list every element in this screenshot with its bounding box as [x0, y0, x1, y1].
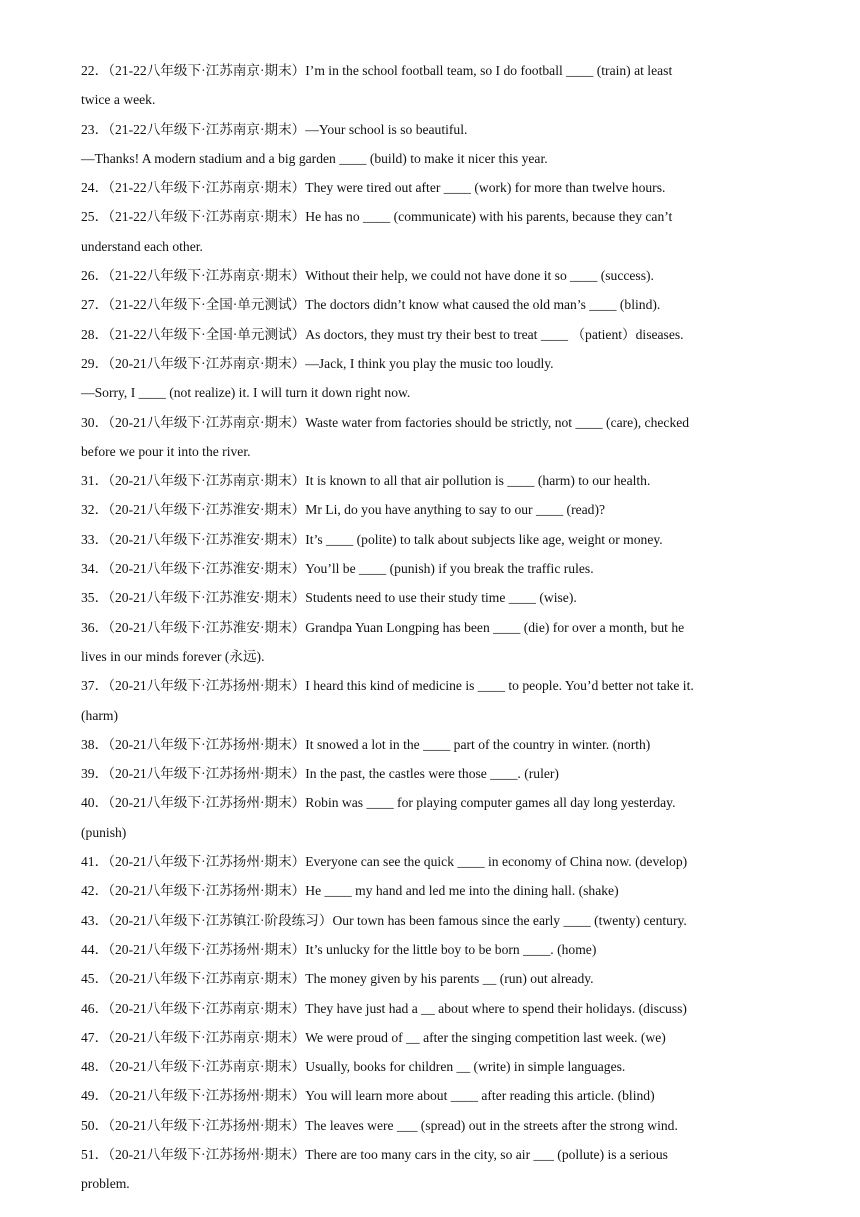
question-item	[81, 56, 781, 85]
question-source: （21-22八年级下·江苏南京·期末）	[108, 209, 306, 225]
question-text: Waste water from factories should be strictly, not ____ (care), checked	[305, 414, 690, 430]
question-number: 22．	[81, 63, 109, 78]
question-source: （20-21八年级下·江苏南京·期末）	[108, 355, 306, 371]
question-item	[81, 876, 781, 905]
question-number: 24．	[81, 180, 109, 196]
question-number: 39．	[81, 766, 109, 782]
question-source: （20-21八年级下·江苏南京·期末）	[108, 1000, 306, 1016]
question-continuation: understand each other.	[81, 238, 203, 254]
question-number: 40．	[81, 795, 109, 811]
question-number: 50．	[81, 1117, 109, 1133]
question-source: （20-21八年级下·江苏扬州·期末）	[108, 678, 306, 694]
question-number: 25．	[81, 209, 109, 225]
question-source: （20-21八年级下·江苏淮安·期末）	[108, 590, 306, 606]
question-item	[81, 730, 781, 759]
question-number: 45．	[81, 971, 109, 987]
question-number: 26．	[81, 268, 109, 284]
question-number: 33．	[81, 531, 109, 547]
question-text: The leaves were ___ (spread) out in the streets after the strong wind.	[305, 1117, 678, 1133]
question-text: I heard this kind of medicine is ____ to people. You’d better not take it.	[305, 678, 694, 694]
question-number: 27．	[81, 297, 109, 313]
question-source: （21-22八年级下·全国·单元测试）	[108, 326, 306, 342]
question-number: 32．	[81, 502, 109, 518]
question-item	[81, 1023, 781, 1052]
question-list	[81, 56, 781, 1199]
question-item	[81, 408, 781, 437]
question-number: 23．	[81, 121, 109, 137]
question-number: 48．	[81, 1059, 109, 1075]
question-source: （20-21八年级下·江苏扬州·期末）	[108, 1146, 306, 1162]
question-continuation: —Thanks! A modern stadium and a big garden ____ (build) to make it nicer this year.	[81, 150, 548, 166]
question-item	[81, 1052, 781, 1081]
question-text: It’s ____ (polite) to talk about subjects like age, weight or money.	[305, 531, 663, 547]
question-item	[81, 466, 781, 495]
question-item	[81, 202, 781, 231]
question-text: It snowed a lot in the ____ part of the country in winter. (north)	[305, 736, 651, 752]
question-source: （20-21八年级下·江苏扬州·期末）	[108, 795, 306, 811]
question-item	[81, 261, 781, 290]
question-text: Our town has been famous since the early ____ (twenty) century.	[332, 912, 687, 928]
question-text: There are too many cars in the city, so air ___ (pollute) is a serious	[305, 1146, 668, 1162]
question-item	[81, 525, 781, 554]
question-text: The money given by his parents __ (run) out already.	[305, 971, 594, 987]
question-continuation: problem.	[81, 1176, 130, 1192]
question-continuation: before we pour it into the river.	[81, 443, 251, 459]
question-text: As doctors, they must try their best to treat ____ （patient）diseases.	[305, 326, 684, 342]
question-text: Mr Li, do you have anything to say to our ____ (read)?	[305, 502, 606, 518]
question-source: （20-21八年级下·江苏扬州·期末）	[108, 854, 306, 870]
question-item	[81, 290, 781, 319]
question-source: （20-21八年级下·江苏淮安·期末）	[108, 502, 306, 518]
question-text: It is known to all that air pollution is ____ (harm) to our health.	[305, 473, 651, 489]
question-item	[81, 671, 781, 700]
question-item	[81, 495, 781, 524]
question-number: 42．	[81, 883, 109, 899]
question-source: （20-21八年级下·江苏淮安·期末）	[108, 561, 306, 577]
question-item	[81, 349, 781, 378]
question-source: （20-21八年级下·江苏南京·期末）	[108, 1059, 306, 1075]
question-source: （20-21八年级下·江苏扬州·期末）	[108, 766, 306, 782]
question-continuation: —Sorry, I ____ (not realize) it. I will turn it down right now.	[81, 385, 411, 401]
question-item	[81, 1081, 781, 1110]
question-text: I’m in the school football team, so I do football ____ (train) at least	[305, 63, 673, 78]
question-item	[81, 583, 781, 612]
question-continuation: twice a week.	[81, 92, 156, 108]
question-text: Robin was ____ for playing computer games all day long yesterday.	[305, 795, 676, 811]
question-text: —Jack, I think you play the music too loudly.	[305, 355, 554, 371]
question-source: （21-22八年级下·江苏南京·期末）	[108, 180, 306, 196]
question-source: （20-21八年级下·江苏扬州·期末）	[108, 1117, 306, 1133]
question-item	[81, 788, 781, 817]
question-source: （20-21八年级下·江苏扬州·期末）	[108, 941, 306, 957]
question-item	[81, 759, 781, 788]
question-text: Students need to use their study time ____ (wise).	[305, 590, 577, 606]
question-number: 38．	[81, 736, 109, 752]
question-item	[81, 1111, 781, 1140]
question-number: 47．	[81, 1029, 109, 1045]
question-number: 30．	[81, 414, 109, 430]
question-number: 35．	[81, 590, 109, 606]
question-item	[81, 1140, 781, 1169]
question-text: Everyone can see the quick ____ in economy of China now. (develop)	[305, 854, 688, 870]
question-text: In the past, the castles were those ____. (ruler)	[305, 766, 559, 782]
question-text: They have just had a __ about where to spend their holidays. (discuss)	[305, 1000, 687, 1016]
question-source: （20-21八年级下·江苏扬州·期末）	[108, 883, 306, 899]
question-number: 49．	[81, 1088, 109, 1104]
question-continuation: (punish)	[81, 824, 127, 840]
question-number: 36．	[81, 619, 109, 635]
question-number: 29．	[81, 355, 109, 371]
question-source: （21-22八年级下·江苏南京·期末）	[108, 268, 306, 284]
question-source: （20-21八年级下·江苏淮安·期末）	[108, 619, 306, 635]
question-source: （21-22八年级下·江苏南京·期末）	[108, 121, 306, 137]
question-source: （20-21八年级下·江苏南京·期末）	[108, 473, 306, 489]
question-text: We were proud of __ after the singing competition last week. (we)	[305, 1029, 666, 1045]
question-source: （20-21八年级下·江苏南京·期末）	[108, 414, 306, 430]
question-item	[81, 173, 781, 202]
question-number: 28．	[81, 326, 109, 342]
question-number: 34．	[81, 561, 109, 577]
question-number: 44．	[81, 941, 109, 957]
question-number: 43．	[81, 912, 109, 928]
question-source: （20-21八年级下·江苏镇江·阶段练习）	[108, 912, 333, 928]
question-number: 41．	[81, 854, 109, 870]
question-continuation: lives in our minds forever (永远).	[81, 648, 265, 664]
question-text: They were tired out after ____ (work) for more than twelve hours.	[305, 180, 666, 196]
question-source: （20-21八年级下·江苏淮安·期末）	[108, 531, 306, 547]
question-item	[81, 320, 781, 349]
question-text: —Your school is so beautiful.	[305, 121, 468, 137]
question-source: （20-21八年级下·江苏扬州·期末）	[108, 1088, 306, 1104]
question-item	[81, 994, 781, 1023]
question-number: 46．	[81, 1000, 109, 1016]
question-item	[81, 613, 781, 642]
question-number: 37．	[81, 678, 109, 694]
question-text: Grandpa Yuan Longping has been ____ (die) for over a month, but he	[305, 619, 685, 635]
question-source: （20-21八年级下·江苏南京·期末）	[108, 1029, 306, 1045]
question-text: Usually, books for children __ (write) in simple languages.	[305, 1059, 626, 1075]
question-item	[81, 964, 781, 993]
question-text: Without their help, we could not have done it so ____ (success).	[305, 268, 654, 284]
question-source: （20-21八年级下·江苏扬州·期末）	[108, 736, 306, 752]
question-item	[81, 906, 781, 935]
question-text: You will learn more about ____ after reading this article. (blind)	[305, 1088, 655, 1104]
question-source: （20-21八年级下·江苏南京·期末）	[108, 971, 306, 987]
question-text: He has no ____ (communicate) with his parents, because they can’t	[305, 209, 673, 225]
question-continuation: (harm)	[81, 707, 118, 723]
question-source: （21-22八年级下·江苏南京·期末）	[108, 63, 306, 78]
question-text: You’ll be ____ (punish) if you break the traffic rules.	[305, 561, 594, 577]
question-item	[81, 554, 781, 583]
question-item	[81, 847, 781, 876]
question-number: 51．	[81, 1146, 109, 1162]
question-item	[81, 115, 781, 144]
question-source: （21-22八年级下·全国·单元测试）	[108, 297, 306, 313]
question-number: 31．	[81, 473, 109, 489]
question-text: It’s unlucky for the little boy to be born ____. (home)	[305, 941, 597, 957]
question-text: He ____ my hand and led me into the dining hall. (shake)	[305, 883, 619, 899]
question-text: The doctors didn’t know what caused the old man’s ____ (blind).	[305, 297, 661, 313]
question-item	[81, 935, 781, 964]
